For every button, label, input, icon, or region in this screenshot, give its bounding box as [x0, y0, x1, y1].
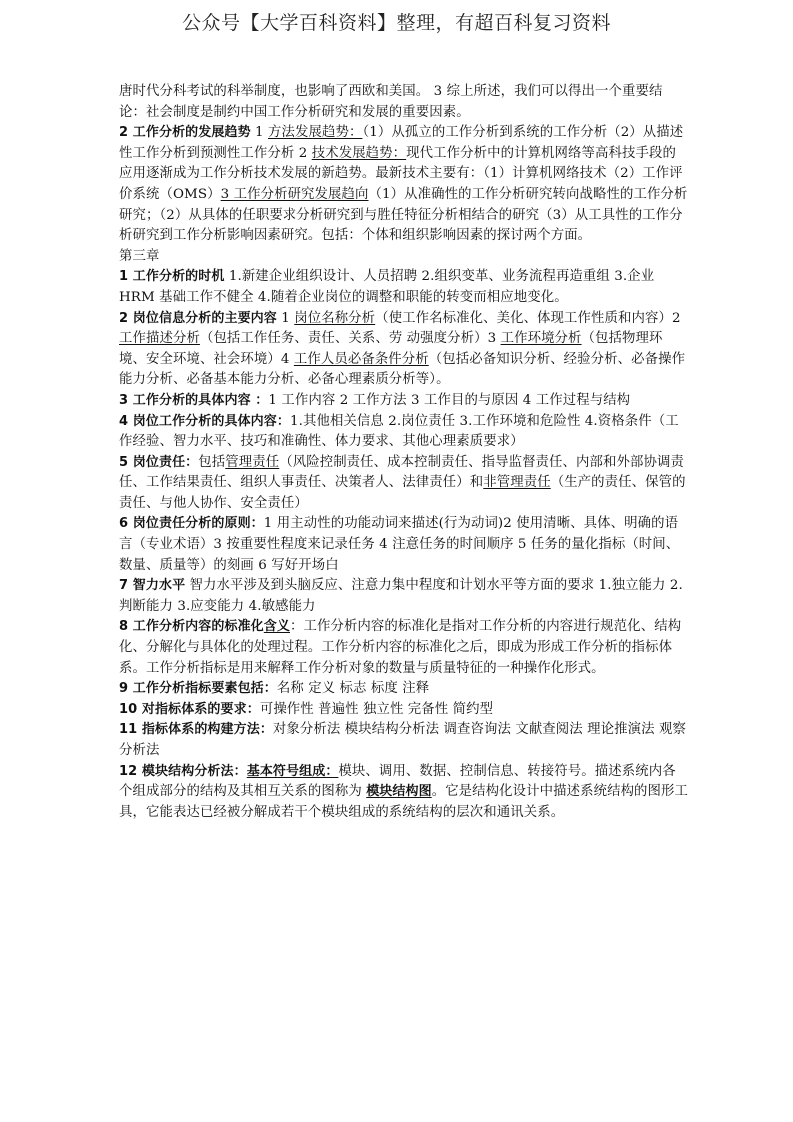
body-text: （包括物理环境、安全环境、社会环境）4 — [119, 331, 663, 367]
paragraph — [119, 762, 689, 824]
body-text: ：工作分析内容的标准化是指对工作分析的内容进行规范化、结构化、分解化与具体化的处理过程。工作分析内容的标准化之后，即成为形成工作分析的指标体系。工作分析指标是用来解释工作分析对象的数量与质量特征的一种操作化形式。 — [119, 619, 682, 676]
body-text: 。它是结构化设计中描述系统结构的图形工具，它能表达已经被分解成若干个模块组成的系统结构的层次和通讯关系。 — [119, 784, 689, 820]
body-text: 名称 定义 标志 标度 注释 — [276, 681, 430, 697]
body-text: 唐时代分科考试的科举制度，也影响了西欧和美国。 3 综上所述，我们可以得出一个重要结论：社会制度是制约中国工作分析研究和发展的重要因素。 — [119, 84, 663, 120]
bold-heading-text: 8 工作分析内容的标准化 — [119, 619, 264, 635]
bold-heading-text: 2 岗位信息分析的主要内容 — [119, 310, 277, 326]
underlined-text: 岗位名称分析 — [294, 310, 376, 326]
body-text: （风险控制责任、成本控制责任、指导监督责任、内部和外部协调责任、工作结果责任、组织人事责任、决策者人、法律责任）和 — [119, 454, 684, 491]
underlined-text: 3 工作分析研究发展趋向 — [220, 186, 369, 202]
underlined-text: 工作人员必备条件分析 — [293, 351, 429, 367]
bold-heading-text: 1 工作分析的时机 — [119, 269, 225, 285]
body-text: 1.其他相关信息 2.岗位责任 3.工作环境和危险性 4.资格条件（工作经验、智力水平、技巧和准确性、体力要求、其他心理素质要求） — [119, 413, 679, 450]
paragraph — [119, 82, 689, 123]
bold-heading-text: 4 岗位工作分析的具体内容： — [119, 413, 290, 429]
bold-heading-text: 11 指标体系的构建方法： — [119, 722, 273, 738]
underlined-text: 工作环境分析 — [500, 331, 582, 347]
underlined-text: 方法发展趋势： — [268, 125, 363, 141]
paragraph — [119, 576, 689, 617]
body-text: 现代工作分析中的计算机网络等高科技手段的应用逐渐成为工作分析技术发展的新趋势。最新技术主要有：（1）计算机网络技术（2）工作评价系统（OMS） — [119, 145, 683, 202]
paragraph — [119, 679, 689, 700]
paragraph — [119, 267, 689, 308]
body-text: 1 — [276, 310, 295, 326]
body-text: 智力水平涉及到头脑反应、注意力集中程度和计划水平等方面的要求 1.独立能力 2.判断能力 3.应变能力 4.敏感能力 — [119, 578, 683, 614]
body-text: 1 工作内容 2 工作方法 3 工作目的与原因 4 工作过程与结构 — [268, 392, 631, 408]
paragraph — [119, 453, 689, 515]
bold-heading-text: 2 工作分析的发展趋势 — [119, 125, 251, 141]
paragraph — [119, 700, 689, 721]
bold-heading-text: 模块结构图 — [366, 784, 432, 800]
body-text: （1）从孤立的工作分析到系统的工作分析（2）从描述性工作分析到预测性工作分析 2 — [119, 125, 684, 161]
underlined-text: 管理责任 — [225, 454, 280, 470]
paragraph — [119, 309, 689, 391]
body-text: 第三章 — [119, 248, 160, 264]
body-text: 1.新建企业组织设计、人员招聘 2.组织变革、业务流程再造重组 3.企业 HRM 基础工作不健全 4.随着企业岗位的调整和职能的转变而相应地变化。 — [119, 269, 655, 305]
paragraph — [119, 247, 689, 268]
page-header-title: 公众号【大学百科资料】整理，有超百科复习资料 — [181, 12, 611, 34]
underlined-text: 工作描述分析 — [119, 331, 200, 347]
paragraph — [119, 412, 689, 453]
underlined-text: 技术发展趋势： — [311, 145, 407, 161]
body-text: 1 — [250, 125, 269, 141]
paragraph — [119, 720, 689, 761]
paragraph — [119, 514, 689, 576]
bold-heading-text: 12 模块结构分析法： — [119, 763, 247, 779]
body-text: 包括 — [198, 454, 226, 470]
body-text: （使工作名标准化、美化、体现工作性质和内容）2 — [375, 310, 681, 326]
document-body — [119, 82, 689, 823]
body-text: 模块、调用、数据、控制信息、转接符号。描述系统内各个组成部分的结构及其相互关系的图称为 — [119, 763, 676, 800]
body-text: （1）从准确性的工作分析研究转向战略性的工作分析研究；（2）从具体的任职要求分析研究到与胜任特征分析相结合的研究（3）从工具性的工作分析研究到工作分析影响因素研究。包括：个体和组织影响因素的探讨两个方面。 — [119, 186, 688, 244]
bold-heading-text: 5 岗位责任： — [119, 454, 199, 470]
bold-heading-text: 9 工作分析指标要素包括： — [119, 681, 277, 697]
body-text: 对象分析法 模块结构分析法 调查咨询法 文献查阅法 理论推演法 观察分析法 — [119, 722, 686, 758]
bold-heading-text: 6 岗位责任分析的原则： — [119, 516, 264, 532]
bold-heading-text: 基本符号组成： — [246, 763, 339, 779]
bold-heading-text: 3 工作分析的具体内容 ： — [119, 392, 269, 408]
bold-heading-text: 7 智力水平 — [119, 578, 186, 594]
body-text: 可操作性 普遍性 独立性 完备性 简约型 — [259, 701, 494, 717]
body-text: （包括必备知识分析、经验分析、必备操作能力分析、必备基本能力分析、必备心理素质分析等）。 — [119, 351, 686, 388]
paragraph — [119, 391, 689, 412]
body-text: （包括工作任务、责任、关系、劳 动强度分析）3 — [199, 331, 501, 347]
underlined-text: 非管理责任 — [483, 475, 551, 491]
bold-heading-text: 10 对指标体系的要求： — [119, 701, 260, 717]
body-text: （生产的责任、保管的责任、与他人协作、安全责任） — [119, 475, 686, 511]
paragraph — [119, 123, 689, 247]
paragraph — [119, 617, 689, 679]
body-text: 1 用主动性的功能动词来描述(行为动词)2 使用清晰、具体、明确的语言（专业术语）3 按重要性程度来记录任务 4 注意任务的时间顺序 5 任务的量化指标（时间、数量、质量等）的刻画 6 写好开场白 — [119, 516, 680, 573]
bold-heading-text: 含义 — [263, 619, 290, 635]
